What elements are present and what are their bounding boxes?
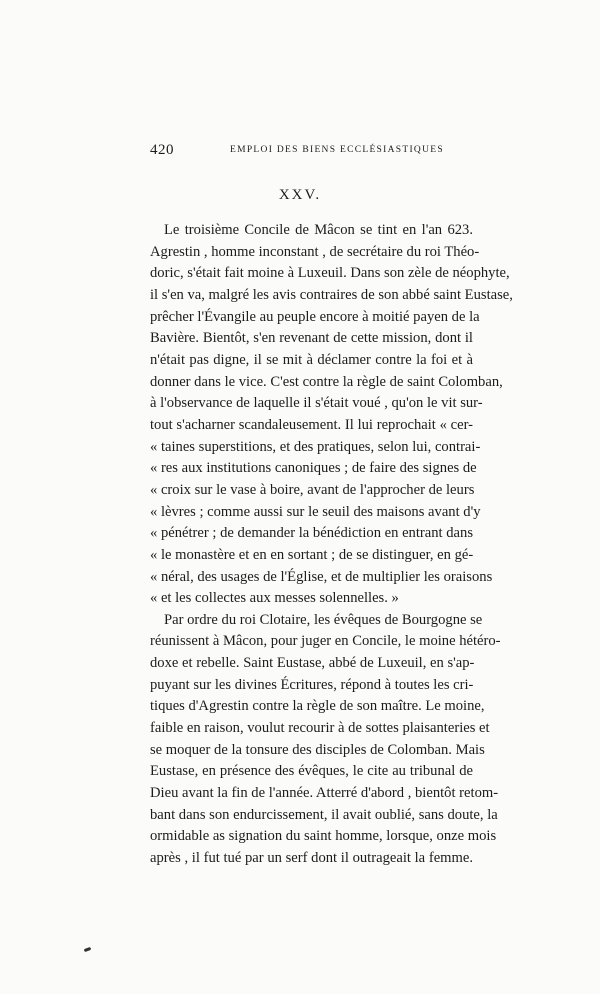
text-line: n'était pas digne, il se mit à déclamer contre la foi et à	[150, 351, 473, 368]
text-line: Dieu avant la fin de l'année. Atterré d'abord , bientôt retom-	[150, 785, 499, 802]
text-line: « pénétrer ; de demander la bénédiction en entrant dans	[150, 525, 473, 542]
text-line: donner dans le vice. C'est contre la règle de saint Colomban,	[150, 373, 503, 390]
text-line: se moquer de la tonsure des disciples de Colomban. Mais	[150, 741, 485, 758]
text-line: doric, s'était fait moine à Luxeuil. Dans son zèle de néophyte,	[150, 265, 510, 282]
text-line: bant dans son endurcissement, il avait oublié, sans doute, la	[150, 806, 498, 823]
text-line: « res aux institutions canoniques ; de faire des signes de	[150, 460, 477, 477]
paragraph-1	[150, 220, 513, 610]
text-line: « néral, des usages de l'Église, et de multiplier les oraisons	[150, 568, 493, 585]
text-line: « taines superstitions, et des pratiques, selon lui, contrai-	[150, 438, 481, 455]
text-line: Par ordre du roi Clotaire, les évêques de Bourgogne se	[164, 611, 483, 628]
text-line: « et les collectes aux messes solennelles. »	[150, 590, 399, 607]
text-line: Agrestin , homme inconstant , de secrétaire du roi Théo-	[150, 243, 480, 260]
text-line: puyant sur les divines Écritures, répond à toutes les cri-	[150, 676, 474, 693]
page-header	[150, 142, 470, 162]
body-text	[150, 220, 513, 870]
text-line: tiques d'Agrestin contre la règle de son maître. Le moine,	[150, 698, 485, 715]
text-line: après , il fut tué par un serf dont il outrageait la femme.	[150, 850, 473, 867]
text-line: il s'en va, malgré les avis contraires de son abbé saint Eustase,	[150, 286, 513, 303]
text-line: ormidable as signation du saint homme, lorsque, onze mois	[150, 828, 497, 845]
text-line: Le troisième Concile de Mâcon se tint en l'an 623.	[164, 222, 473, 238]
text-line: à l'observance de laquelle il s'était voué , qu'on le vit sur-	[150, 395, 483, 412]
ink-speck	[84, 947, 92, 952]
text-line: doxe et rebelle. Saint Eustase, abbé de Luxeuil, en s'ap-	[150, 655, 475, 672]
text-line: « le monastère et en en sortant ; de se distinguer, en gé-	[150, 546, 474, 563]
text-line: Eustase, en présence des évêques, le cite au tribunal de	[150, 763, 473, 780]
text-line: tout s'acharner scandaleusement. Il lui reprochait « cer-	[150, 416, 473, 433]
text-line: réunissent à Mâcon, pour juger en Concile, le moine hétéro-	[150, 633, 501, 650]
text-line: prêcher l'Évangile au peuple encore à moitié payen de la	[150, 308, 480, 325]
text-line: faible en raison, voulut recourir à de sottes plaisanteries et	[150, 720, 490, 737]
page-number: 420	[150, 142, 174, 158]
running-head: EMPLOI DES BIENS ECCLÉSIASTIQUES	[230, 145, 444, 155]
text-line: « croix sur le vase à boire, avant de l'approcher de leurs	[150, 481, 475, 498]
section-heading: XXV.	[278, 187, 322, 203]
paragraph-2	[150, 610, 501, 870]
text-line: « lèvres ; comme aussi sur le seuil des maisons avant d'y	[150, 503, 481, 520]
text-line: Bavière. Bientôt, s'en revenant de cette mission, dont il	[150, 330, 473, 347]
